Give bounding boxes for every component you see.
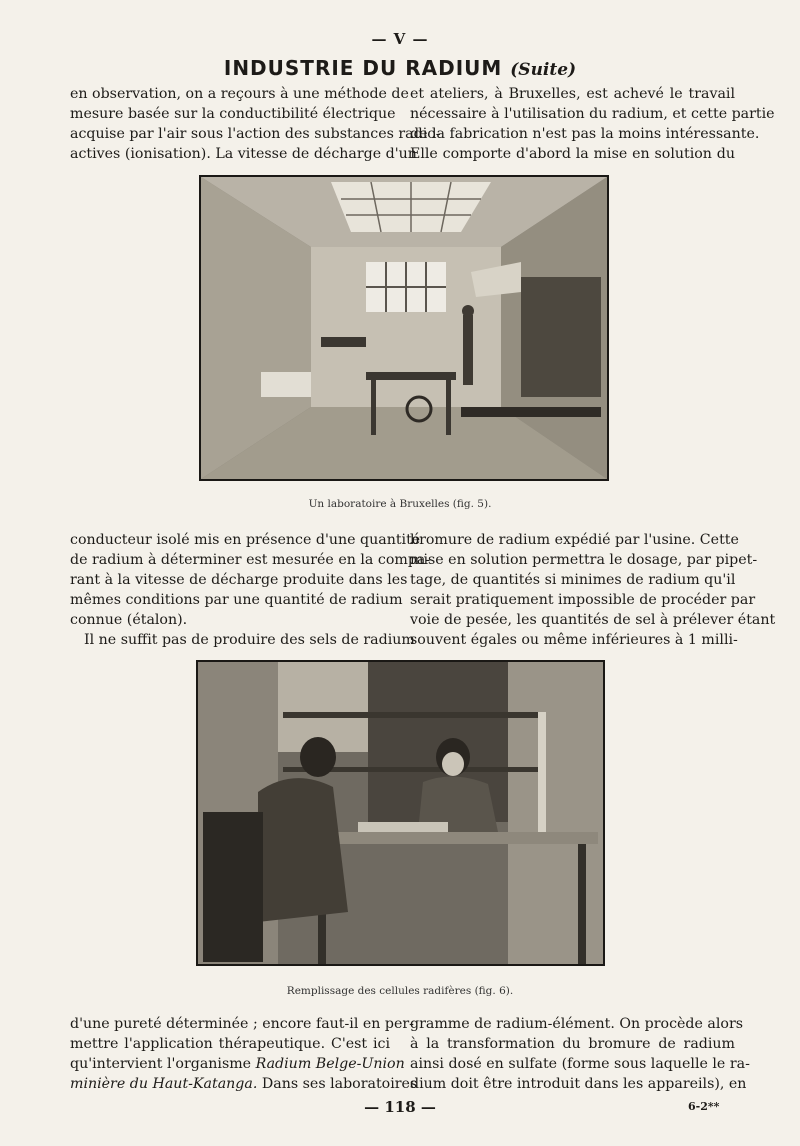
page-number: — 118 — [364,1098,436,1116]
text-line: ainsi dosé en sulfate (forme sous laquelle le ra- [410,1056,750,1072]
text-line: mêmes conditions par une quantité de radium [70,592,403,608]
text-line: dium doit être introduit dans les appareils), en [410,1076,747,1092]
figure1-caption: Un laboratoire à Bruxelles (fig. 5). [308,498,492,510]
text-line: et ateliers, à Bruxelles, est achevé le travail [410,86,735,102]
workers-illustration [198,662,603,964]
text-line: souvent égales ou même inférieures à 1 milli- [410,632,738,648]
printer-signature: 6-2** [688,1100,720,1113]
title-text: INDUSTRIE DU RADIUM [223,56,503,80]
text-line: acquise par l'air sous l'action des substances radio- [70,126,441,142]
text-line: nécessaire à l'utilisation du radium, et cette partie [410,106,775,122]
text-line: à la transformation du bromure de radium [410,1036,735,1052]
text-line: Elle comporte d'abord la mise en solution du [410,146,735,162]
text-span: qu'intervient l'organisme [70,1056,252,1072]
text-line: bromure de radium expédié par l'usine. Cette [410,532,739,548]
text-line: en observation, on a reçours à une méthode de [70,86,409,102]
figure-laboratory-photo [199,175,609,481]
text-line: serait pratiquement impossible de procéder par [410,592,756,608]
text-line [70,1074,418,1094]
text-line: rant à la vitesse de décharge produite dans les [70,572,408,588]
text-span: Dans ses laboratoires [261,1076,418,1092]
text-span-italic: minière du Haut-Katanga. [70,1076,258,1092]
page-title [0,56,800,80]
column-left-block1 [70,84,441,164]
text-span-italic: Radium Belge-Union [255,1056,405,1072]
column-left-block2 [70,530,431,650]
text-line: gramme de radium-élément. On procède alors [410,1016,744,1032]
text-line: tage, de quantités si minimes de radium qu'il [410,572,736,588]
figure2-caption: Remplissage des cellules radifères (fig. 6). [286,985,514,997]
column-right-block1 [410,84,775,164]
text-line: de la fabrication n'est pas la moins intéressante. [410,126,760,142]
text-line: actives (ionisation). La vitesse de décharge d'un [70,146,417,162]
column-right-block2 [410,530,776,650]
text-line: mettre l'application thérapeutique. C'est ici [70,1036,390,1052]
text-line: conducteur isolé mis en présence d'une quantité [70,532,421,548]
text-line: mesure basée sur la conductibilité électrique [70,106,396,122]
title-suite: (Suite) [510,60,577,80]
text-line: mise en solution permettra le dosage, par pipet- [410,552,758,568]
section-roman-numeral: — V — [371,30,429,48]
text-line [70,1054,405,1074]
text-line: d'une pureté déterminée ; encore faut-il en per- [70,1016,414,1032]
figure-filling-cells-photo [196,660,605,966]
column-right-block3 [410,1014,750,1094]
text-line: de radium à déterminer est mesurée en la compa- [70,552,431,568]
text-line: voie de pesée, les quantités de sel à prélever étant [410,612,776,628]
column-left-block3 [70,1014,418,1094]
laboratory-illustration [201,177,607,479]
text-line: Il ne suffit pas de produire des sels de radium [84,632,415,648]
text-line: connue (étalon). [70,612,188,628]
